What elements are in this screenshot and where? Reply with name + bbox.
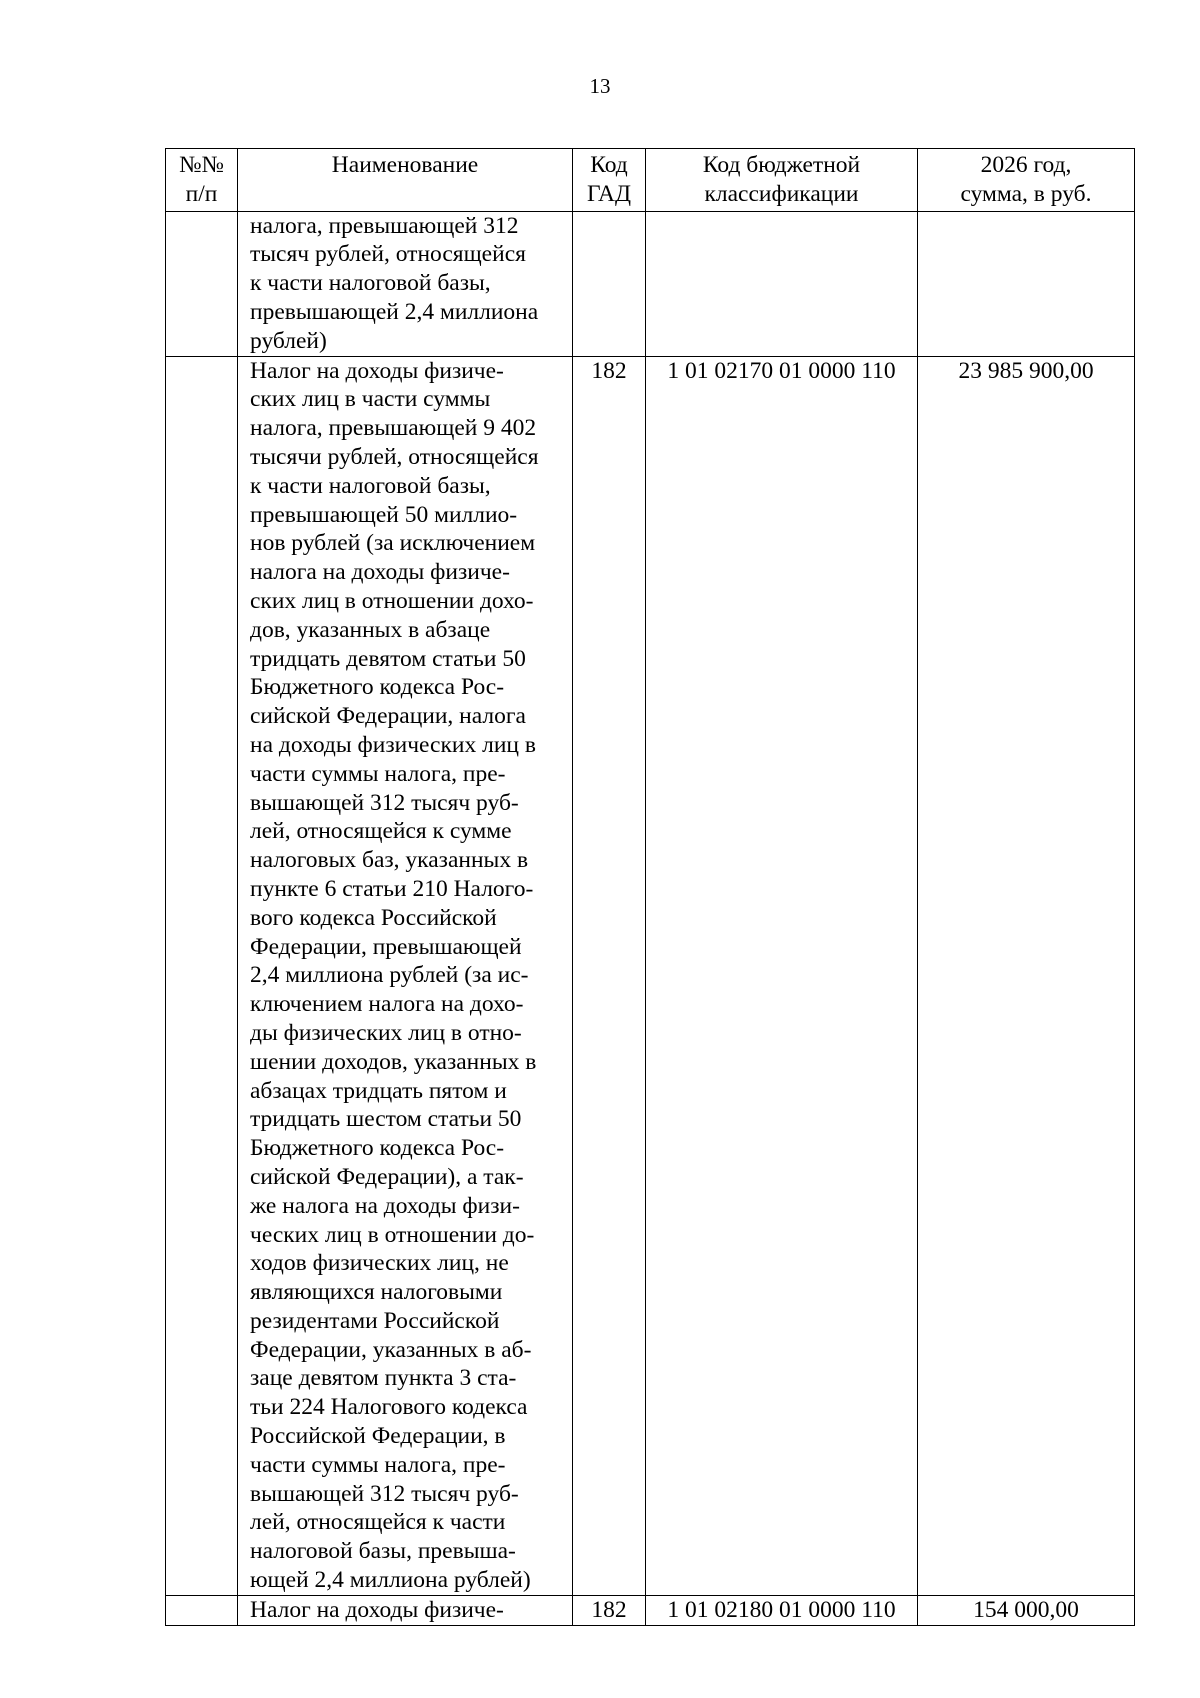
cell-budget-classification-code: [646, 211, 918, 356]
cell-name: налога, превышающей 312 тысяч рублей, относящейся к части налоговой базы, превышающей 2,4 миллиона рублей): [238, 211, 573, 356]
revenue-table: [165, 148, 1135, 1626]
cell-gad-code: 182: [573, 356, 646, 1595]
cell-amount: 23 985 900,00: [918, 356, 1135, 1595]
cell-amount: 154 000,00: [918, 1595, 1135, 1625]
header-number: №№ п/п: [166, 149, 238, 212]
cell-gad-code: [573, 211, 646, 356]
table-row: [166, 1595, 1135, 1625]
header-gad-code: Код ГАД: [573, 149, 646, 212]
header-name: Наименование: [238, 149, 573, 212]
table-body: [166, 211, 1135, 1625]
cell-amount: [918, 211, 1135, 356]
cell-name: Налог на доходы физиче-: [238, 1595, 573, 1625]
cell-number: [166, 1595, 238, 1625]
cell-budget-classification-code: 1 01 02180 01 0000 110: [646, 1595, 918, 1625]
table-row: [166, 356, 1135, 1595]
cell-budget-classification-code: 1 01 02170 01 0000 110: [646, 356, 918, 1595]
page-number: 13: [589, 74, 611, 98]
header-budget-classification-code: Код бюджетной классификации: [646, 149, 918, 212]
header-amount-2026: 2026 год, сумма, в руб.: [918, 149, 1135, 212]
header-row: [166, 149, 1135, 212]
cell-number: [166, 211, 238, 356]
table-row: [166, 211, 1135, 356]
cell-number: [166, 356, 238, 1595]
cell-name: Налог на доходы физиче- ских лиц в части суммы налога, превышающей 9 402 тысячи рублей, относящейся к части налоговой базы, превышающей 50 миллио- нов рублей (за исключением налога на доходы физиче- ских лиц в отношении дохо- дов, указанных в абзаце тридцать девятом статьи 50 Бюджетного кодекса Рос- сийской Федерации, налога на доходы физических лиц в части суммы налога, пре- вышающей 312 тысяч руб- лей, относящейся к сумме налоговых баз, указанных в пункте 6 статьи 210 Налого- вого кодекса Российской Федерации, превышающей 2,4 миллиона рублей (за ис- ключением налога на дохо- ды физических лиц в отно- шении доходов, указанных в абзацах тридцать пятом и тридцать шестом статьи 50 Бюджетного кодекса Рос- сийской Федерации), а так- же налога на доходы физи- ческих лиц в отношении до- ходов физических лиц, не являющихся налоговыми резидентами Российской Федерации, указанных в аб- заце девятом пункта 3 ста- тьи 224 Налогового кодекса Российской Федерации, в части суммы налога, пре- вышающей 312 тысяч руб- лей, относящейся к части налоговой базы, превыша- ющей 2,4 миллиона рублей): [238, 356, 573, 1595]
cell-gad-code: 182: [573, 1595, 646, 1625]
table-header: [166, 149, 1135, 212]
